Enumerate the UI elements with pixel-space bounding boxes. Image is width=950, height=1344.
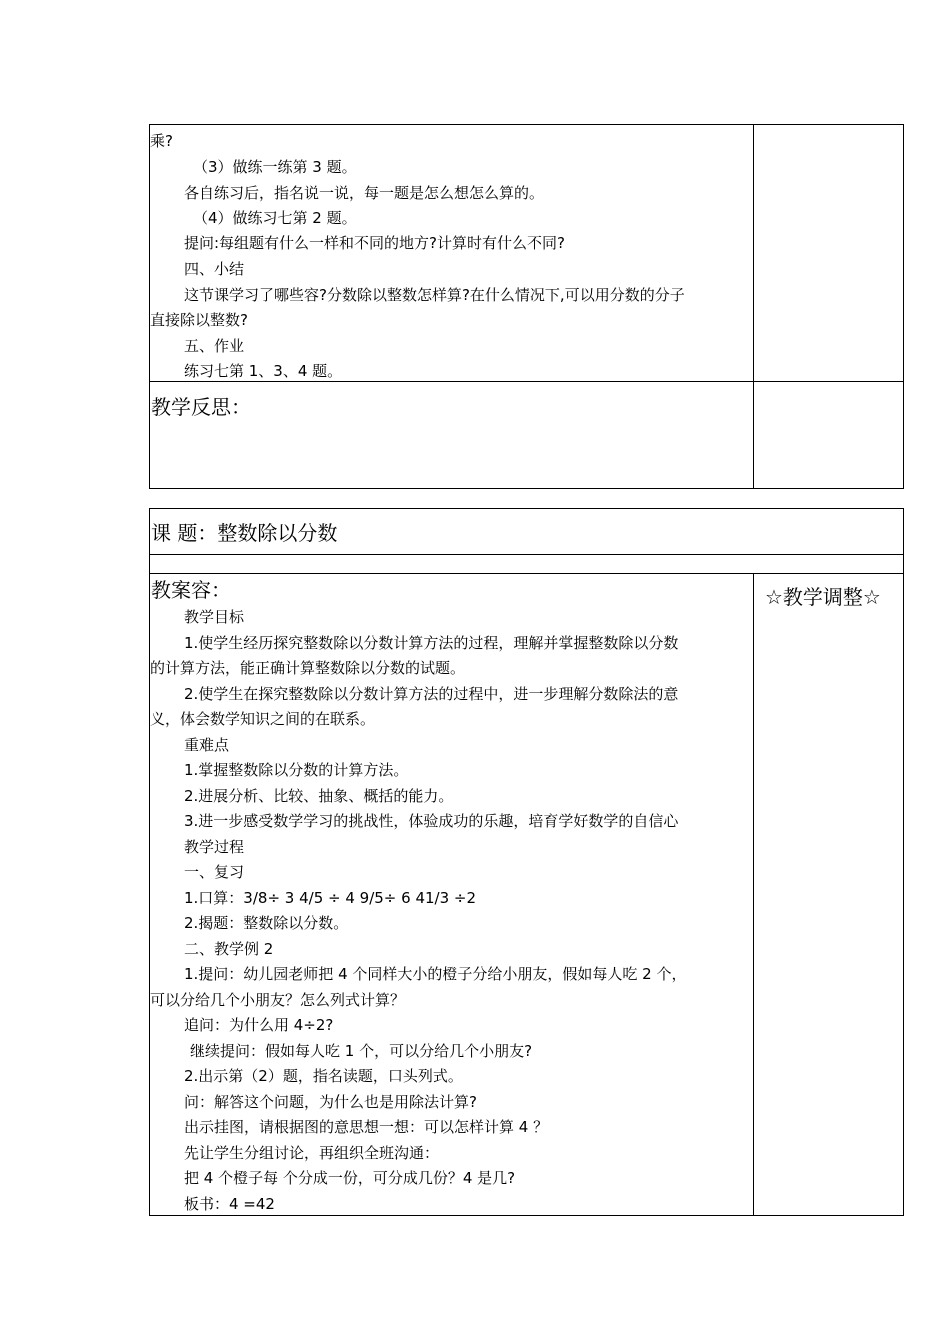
content-line: 五、作业 xyxy=(184,337,245,355)
content-line: 问：解答这个问题，为什么也是用除法计算? xyxy=(184,1093,477,1111)
column-divider xyxy=(753,573,754,1215)
content-line: 1.口算：3/8÷ 3 4/5 ÷ 4 9/5÷ 6 41/3 ÷2 xyxy=(184,889,477,907)
content-line: 出示挂图，请根据图的意思想一想：可以怎样计算 4 ？ xyxy=(184,1118,549,1136)
content-line: 把 4 个橙子每 个分成一份，可分成几份？4 是几? xyxy=(184,1169,516,1187)
content-line: 1.掌握整数除以分数的计算方法。 xyxy=(184,761,409,779)
content-line: 练习七第 1、3、4 题。 xyxy=(184,362,343,380)
content-line: 3.进一步感受数学学习的挑战性，体验成功的乐趣，培育学好数学的自信心 xyxy=(184,812,679,830)
adjust-label: ☆教学调整☆ xyxy=(765,585,881,609)
content-line: 2.出示第（2）题，指名读题，口头列式。 xyxy=(184,1067,463,1085)
content-line: 的计算方法，能正确计算整数除以分数的试题。 xyxy=(150,659,466,677)
content-line: 直接除以整数? xyxy=(150,311,248,329)
content-line: 这节课学习了哪些容?分数除以整数怎样算?在什么情况下,可以用分数的分子 xyxy=(184,286,685,304)
content-line: 提问:每组题有什么一样和不同的地方?计算时有什么不同? xyxy=(184,234,565,252)
content-line: 义，体会数学知识之间的在联系。 xyxy=(150,710,376,728)
content-line: 板书：4 =42 xyxy=(184,1195,275,1213)
content-line: 教学过程 xyxy=(184,838,245,856)
content-line: 四、小结 xyxy=(184,260,245,278)
content-line: 二、教学例 2 xyxy=(184,940,274,958)
row-divider xyxy=(150,554,903,555)
content-line: 1.提问：幼儿园老师把 4 个同样大小的橙子分给小朋友，假如每人吃 2 个， xyxy=(184,965,687,983)
content-line: 继续提问：假如每人吃 1 个，可以分给几个小朋友? xyxy=(190,1042,533,1060)
content-line: 追问：为什么用 4÷2? xyxy=(184,1016,334,1034)
lesson-table xyxy=(149,508,904,1216)
content-line: （4）做练习七第 2 题。 xyxy=(193,209,357,227)
content-line: 重难点 xyxy=(184,736,230,754)
content-line: 1.使学生经历探究整数除以分数计算方法的过程，理解并掌握整数除以分数 xyxy=(184,634,679,652)
content-line: 2.使学生在探究整数除以分数计算方法的过程中，进一步理解分数除法的意 xyxy=(184,685,679,703)
lesson-topic: 课 题：整数除以分数 xyxy=(151,521,338,545)
reflection-label: 教学反思： xyxy=(151,395,251,419)
content-line: 2.揭题：整数除以分数。 xyxy=(184,914,349,932)
content-line: 可以分给几个小朋友？怎么列式计算？ xyxy=(150,991,406,1009)
content-line: 先让学生分组讨论，再组织全班沟通： xyxy=(184,1144,440,1162)
column-divider xyxy=(753,125,754,488)
content-line: 2.进展分析、比较、抽象、概括的能力。 xyxy=(184,787,454,805)
content-line: （3）做练一练第 3 题。 xyxy=(193,158,357,176)
lesson-table-continued xyxy=(149,124,904,489)
content-line: 各自练习后，指名说一说，每一题是怎么想怎么算的。 xyxy=(184,184,545,202)
content-line: 乘? xyxy=(150,132,173,150)
row-divider xyxy=(150,573,903,574)
content-line: 一、复习 xyxy=(184,863,245,881)
content-line: 教学目标 xyxy=(184,608,245,626)
content-label: 教案容： xyxy=(151,578,231,602)
